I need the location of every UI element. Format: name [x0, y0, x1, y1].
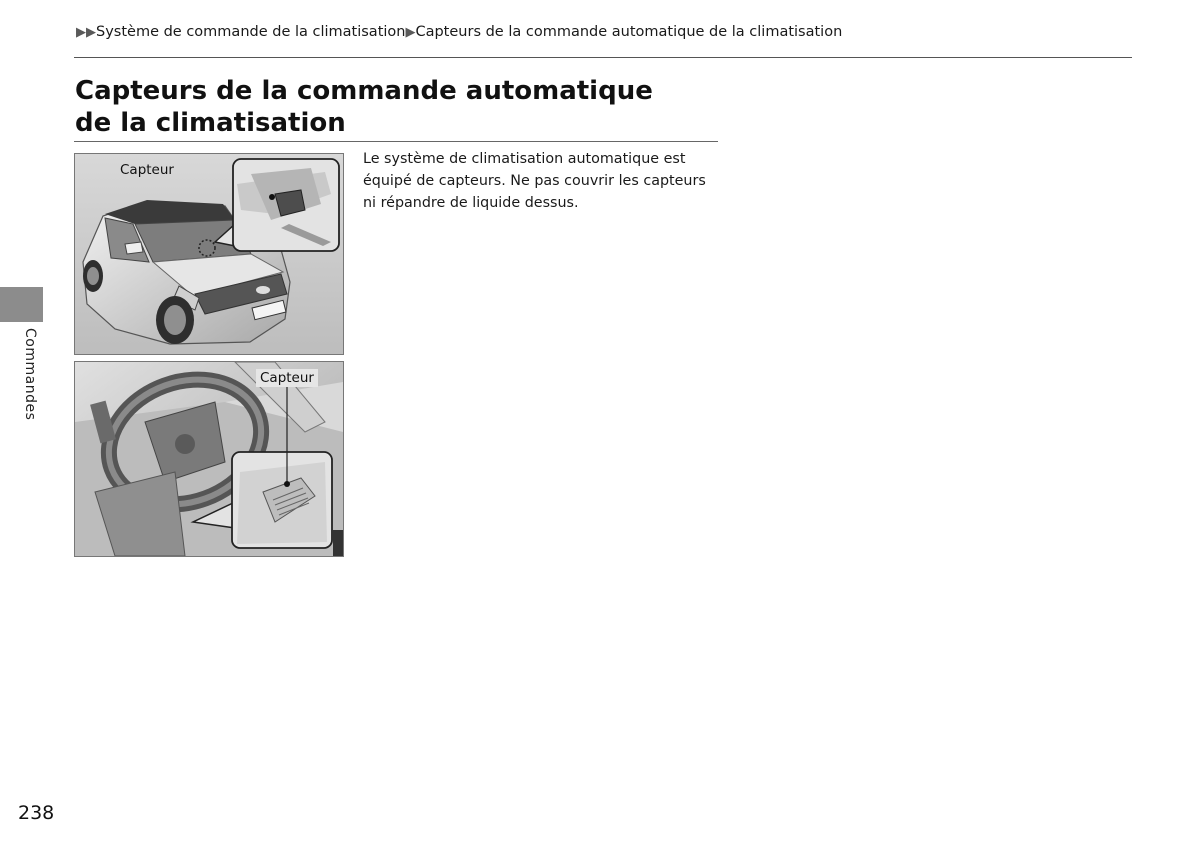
arrow-separator-icon: ▶ — [405, 25, 416, 40]
section-tab-label: Commandes — [22, 328, 38, 421]
title-divider — [74, 141, 718, 142]
car-interior-drawing — [75, 362, 343, 556]
page-title-line1: Capteurs de la commande automatique — [75, 76, 653, 106]
breadcrumb-link-system[interactable]: Système de commande de la climatisation — [96, 24, 406, 40]
exterior-sensor-label: Capteur — [120, 162, 174, 178]
breadcrumb — [76, 24, 842, 40]
header-divider — [74, 57, 1132, 58]
section-tab-marker — [0, 287, 43, 322]
double-arrow-icon: ▶▶ — [76, 25, 96, 40]
description-text: Le système de climatisation automatique est équipé de capteurs. Ne pas couvrir les capteurs ni répandre de liquide dessus. — [363, 151, 706, 211]
breadcrumb-current: Capteurs de la commande automatique de la climatisation — [415, 24, 843, 40]
page-number: 238 — [18, 802, 55, 824]
car-exterior-drawing — [75, 154, 343, 354]
exterior-sensor-illustration — [74, 153, 344, 355]
interior-sensor-illustration — [74, 361, 344, 557]
page-title — [75, 75, 715, 139]
page-title-line2: de la climatisation — [75, 108, 346, 138]
interior-sensor-label: Capteur — [256, 369, 318, 387]
